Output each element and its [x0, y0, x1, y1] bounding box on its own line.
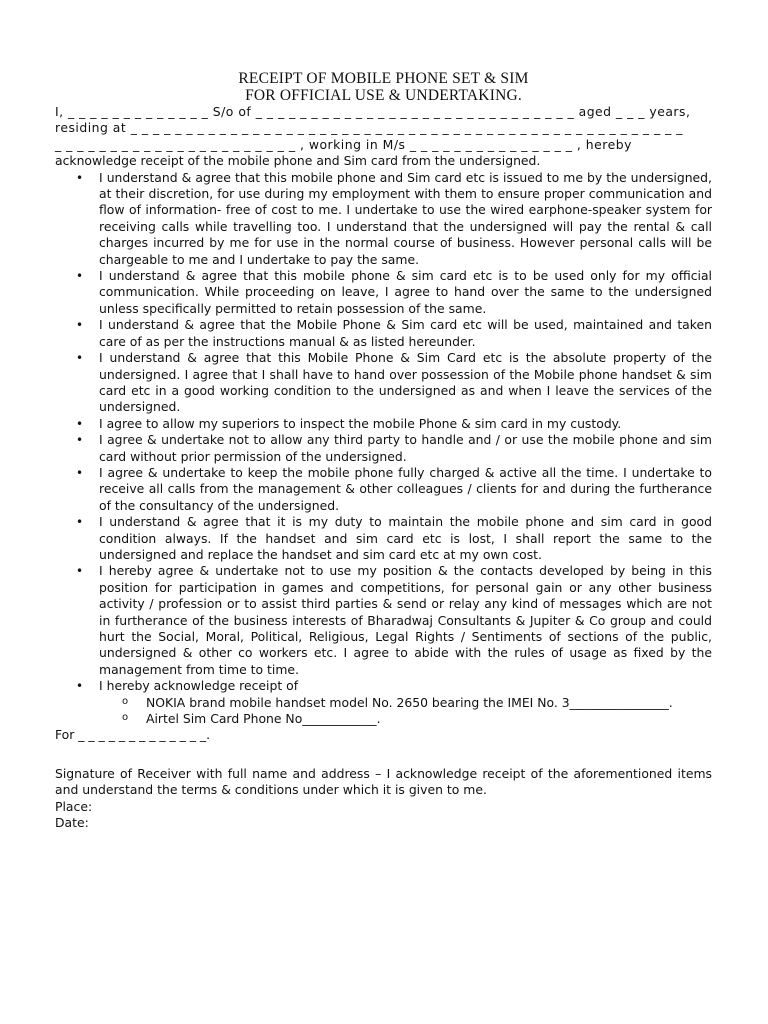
- sim-card-item: o Airtel Sim Card Phone No____________.: [146, 711, 712, 727]
- intro-line-residence: residing at _ _ _ _ _ _ _ _ _ _ _ _ _ _ _ _ _ _ _ _ _ _ _ _ _ _ _ _ _ _ _ _ _ _ _ _ _ _ _ _ _ _ _ _ _ _ _ _ _ _: [55, 120, 683, 136]
- clause-item: • I understand & agree that it is my duty to maintain the mobile phone and sim card in good condition always. If the handset and sim card etc is lost, I shall report the same to the undersigned and replace the handset and sim card etc at my own cost.: [99, 514, 712, 563]
- clause-item: • I understand & agree that this mobile phone & sim card etc is to be used only for my official communication. While proceeding on leave, I agree to hand over the same to the undersigned unless specifically permitted to retain possession of the same.: [99, 268, 712, 317]
- place-label: Place:: [55, 798, 93, 814]
- for-line: For _ _ _ _ _ _ _ _ _ _ _ _ _.: [55, 727, 211, 743]
- date-label: Date:: [55, 815, 89, 831]
- clause-item: • I hereby agree & undertake not to use my position & the contacts developed by being in this position for participation in games and competitions, for personal gain or any other business activity / profession or to assist third parties & send or relay any kind of messages which are not in furtherance of the business interests of Bharadwaj Consultants & Jupiter & Co group and could hurt the Social, Moral, Political, Religious, Legal Rights / Sentiments of sections of the public, undersigned & other co workers etc. I agree to abide with the rules of usage as fixed by the management from time to time.: [99, 563, 712, 678]
- intro-paragraph: [55, 104, 712, 170]
- clause-item: • I understand & agree that the Mobile Phone & Sim card etc will be used, maintained and taken care of as per the instructions manual & as listed hereunder.: [99, 317, 712, 350]
- clause-item-acknowledge: [99, 678, 712, 727]
- clause-item: • I agree to allow my superiors to inspect the mobile Phone & sim card in my custody.: [99, 416, 712, 432]
- document-title: [55, 70, 712, 104]
- intro-line-acknowledge: acknowledge receipt of the mobile phone and Sim card from the undersigned.: [55, 153, 541, 169]
- title-line-2: FOR OFFICIAL USE & UNDERTAKING.: [245, 87, 522, 104]
- clause-item: • I understand & agree that this Mobile Phone & Sim Card etc is the absolute property of the undersigned. I agree that I shall have to hand over possession of the Mobile phone handset & sim card etc in a good working condition to the undersigned as and when I leave the services of the undersigned.: [99, 350, 712, 416]
- clause-item: • I agree & undertake to keep the mobile phone fully charged & active all the time. I undertake to receive all calls from the management & other colleagues / clients for and during the furtherance of the consultancy of the undersigned.: [99, 465, 712, 514]
- handset-item: o NOKIA brand mobile handset model No. 2650 bearing the IMEI No. 3________________.: [146, 695, 712, 711]
- intro-line-name: I, _ _ _ _ _ _ _ _ _ _ _ _ _ S/o of _ _ _ _ _ _ _ _ _ _ _ _ _ _ _ _ _ _ _ _ _ _ _ _ _ _ _ _ _ aged _ _ _ years,: [55, 104, 691, 119]
- acknowledge-label: I hereby acknowledge receipt of: [99, 678, 299, 694]
- clause-item: • I agree & undertake not to allow any third party to handle and / or use the mobile phone and sim card without prior permission of the undersigned.: [99, 432, 712, 465]
- acknowledged-items: [99, 695, 712, 728]
- undertaking-clauses: [55, 170, 712, 728]
- title-line-1: RECEIPT OF MOBILE PHONE SET & SIM: [238, 70, 529, 87]
- intro-line-employer: _ _ _ _ _ _ _ _ _ _ _ _ _ _ _ _ _ _ _ _ _ _ , working in M/s _ _ _ _ _ _ _ _ _ _ _ _ _ _ _ , hereby: [55, 136, 632, 152]
- signature-statement: Signature of Receiver with full name and address – I acknowledge receipt of the aforementioned items and understand the terms & conditions under which it is given to me.: [55, 765, 712, 798]
- clause-item: • I understand & agree that this mobile phone and Sim card etc is issued to me by the undersigned, at their discretion, for use during my employment with them to ensure proper communication and flow of information- free of cost to me. I undertake to use the wired earphone-speaker system for receiving calls while travelling too. I understand that the undersigned will pay the rental & call charges incurred by me for use in the normal course of business. However personal calls will be chargeable to me and I undertake to pay the same.: [99, 170, 712, 268]
